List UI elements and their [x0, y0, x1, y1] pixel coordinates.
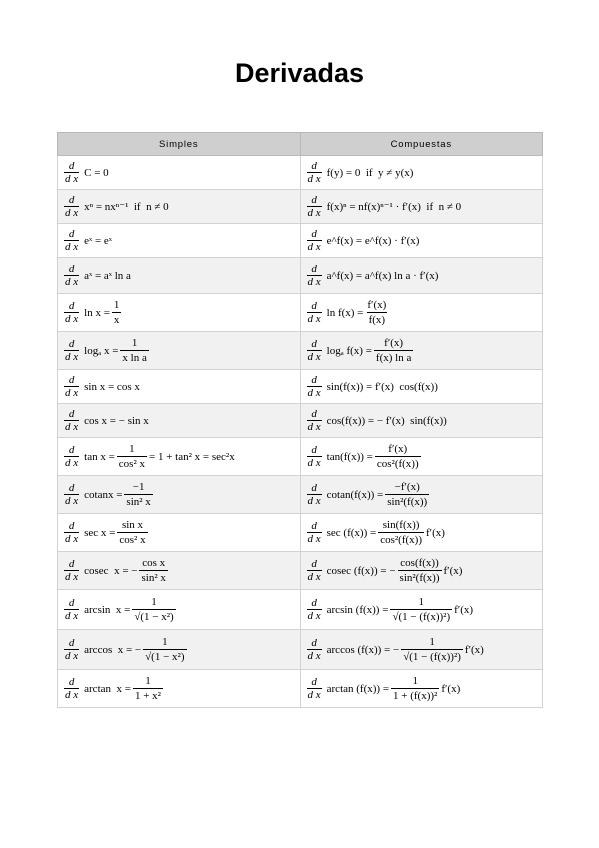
- fraction-numerator: 1: [129, 443, 135, 455]
- expression-lhs: ln x =: [84, 306, 110, 319]
- fraction-numerator: −1: [132, 481, 145, 493]
- table-row: [58, 370, 543, 404]
- fraction-numerator: 1: [113, 299, 120, 311]
- derivative-operator: [307, 194, 322, 219]
- derivative-operator: [64, 374, 79, 399]
- derivative-numerator: d: [311, 408, 317, 420]
- fraction-denominator: cos² x: [119, 534, 146, 546]
- derivative-denominator: d x: [65, 650, 79, 662]
- expression-lhs: e^f(x) = e^f(x) · f′(x): [326, 234, 420, 247]
- derivative-numerator: d: [68, 338, 75, 350]
- derivative-denominator: d x: [65, 276, 79, 288]
- cell-compound: [300, 404, 543, 438]
- derivative-denominator: d x: [307, 351, 321, 363]
- expression-lhs: sec (f(x)) =: [326, 526, 377, 539]
- table-row: [58, 438, 543, 476]
- derivative-operator: [64, 263, 79, 288]
- formula: [305, 408, 447, 433]
- expression-lhs: arcsin (f(x)) =: [326, 603, 389, 616]
- derivative-numerator: d: [68, 558, 75, 570]
- derivative-denominator: d x: [307, 276, 321, 288]
- expression-lhs: logₐ f(x) =: [326, 344, 372, 357]
- cell-simple: [58, 552, 301, 590]
- cell-compound: [300, 514, 543, 552]
- cell-simple: [58, 670, 301, 708]
- derivative-denominator: d x: [307, 457, 321, 469]
- table-row: [58, 404, 543, 438]
- derivative-numerator: d: [68, 444, 75, 456]
- formula: [62, 337, 151, 364]
- fraction-denominator: sin² x: [126, 496, 151, 508]
- derivative-numerator: d: [311, 338, 317, 350]
- derivative-operator: [64, 444, 79, 469]
- fraction-numerator: 1: [145, 675, 151, 687]
- derivative-numerator: d: [68, 263, 75, 275]
- column-header-compound: Compuestas: [300, 133, 543, 156]
- formula: [305, 481, 432, 508]
- formula: [305, 443, 423, 470]
- derivative-operator: [307, 338, 322, 363]
- formula: [305, 557, 463, 584]
- derivative-denominator: d x: [65, 351, 79, 363]
- derivative-numerator: d: [68, 597, 75, 609]
- derivative-operator: [64, 300, 79, 325]
- derivative-denominator: d x: [307, 313, 321, 325]
- expression-rhs: f′(x): [454, 603, 474, 616]
- cell-compound: [300, 258, 543, 294]
- fraction-denominator: √(1 − x²): [145, 651, 185, 663]
- expression-lhs: cos(f(x)) = − f′(x) sin(f(x)): [326, 414, 447, 427]
- derivative-denominator: d x: [65, 457, 79, 469]
- cell-simple: [58, 190, 301, 224]
- derivative-denominator: d x: [307, 689, 321, 701]
- derivative-denominator: d x: [65, 689, 79, 701]
- table-row: [58, 476, 543, 514]
- fraction: [401, 636, 463, 663]
- fraction: [391, 675, 439, 702]
- derivative-numerator: d: [311, 194, 317, 206]
- fraction: [117, 519, 147, 546]
- expression-rhs: = 1 + tan² x = sec²x: [149, 450, 235, 463]
- cell-compound: [300, 630, 543, 670]
- table-row: [58, 190, 543, 224]
- derivative-numerator: d: [311, 597, 317, 609]
- cell-compound: [300, 224, 543, 258]
- expression-lhs: logₐ x =: [84, 344, 119, 357]
- derivative-denominator: d x: [307, 610, 321, 622]
- table-row: [58, 590, 543, 630]
- cell-simple: [58, 404, 301, 438]
- fraction-denominator: sin²(f(x)): [399, 572, 440, 584]
- fraction: [112, 299, 122, 326]
- derivative-numerator: d: [68, 676, 75, 688]
- derivative-denominator: d x: [65, 533, 79, 545]
- cell-simple: [58, 514, 301, 552]
- expression-lhs: arcsin x =: [84, 603, 131, 616]
- formula: [305, 160, 414, 185]
- derivative-denominator: d x: [65, 387, 79, 399]
- derivative-denominator: d x: [307, 173, 321, 185]
- fraction: [378, 519, 424, 546]
- fraction-numerator: f′(x): [367, 299, 387, 311]
- fraction-numerator: 1: [162, 636, 168, 648]
- derivative-denominator: d x: [65, 173, 79, 185]
- fraction-denominator: √(1 − (f(x))²): [403, 651, 461, 663]
- expression-lhs: ln f(x) =: [326, 306, 364, 319]
- cell-simple: [58, 332, 301, 370]
- formula: [62, 299, 123, 326]
- derivative-operator: [64, 338, 79, 363]
- expression-lhs: sin x = cos x: [84, 380, 140, 393]
- expression-rhs: f′(x): [464, 643, 484, 656]
- derivative-denominator: d x: [65, 495, 79, 507]
- formula: [62, 596, 178, 623]
- derivative-denominator: d x: [65, 207, 79, 219]
- fraction: [132, 596, 175, 623]
- cell-simple: [58, 258, 301, 294]
- derivative-numerator: d: [311, 374, 317, 386]
- cell-compound: [300, 190, 543, 224]
- cell-compound: [300, 370, 543, 404]
- cell-compound: [300, 670, 543, 708]
- fraction-denominator: cos²(f(x)): [380, 534, 422, 546]
- derivative-numerator: d: [311, 637, 317, 649]
- cell-simple: [58, 590, 301, 630]
- derivative-denominator: d x: [307, 650, 321, 662]
- derivative-operator: [307, 263, 322, 288]
- derivative-denominator: d x: [65, 610, 79, 622]
- derivative-operator: [64, 160, 79, 185]
- derivative-operator: [64, 597, 79, 622]
- derivative-operator: [307, 482, 322, 507]
- cell-compound: [300, 294, 543, 332]
- fraction: [117, 443, 147, 470]
- derivative-numerator: d: [68, 160, 75, 172]
- cell-compound: [300, 552, 543, 590]
- derivative-operator: [64, 676, 79, 701]
- fraction-denominator: sin² x: [141, 572, 166, 584]
- derivative-denominator: d x: [65, 421, 79, 433]
- expression-lhs: sin(f(x)) = f′(x) cos(f(x)): [326, 380, 438, 393]
- fraction-denominator: 1 + (f(x))²: [393, 690, 438, 702]
- derivative-operator: [307, 520, 322, 545]
- derivative-numerator: d: [311, 160, 317, 172]
- fraction: [124, 481, 152, 508]
- cell-simple: [58, 224, 301, 258]
- expression-lhs: tan(f(x)) =: [326, 450, 373, 463]
- table-row: [58, 294, 543, 332]
- derivative-numerator: d: [68, 194, 75, 206]
- fraction-denominator: cos²(f(x)): [376, 458, 419, 470]
- fraction-denominator: sin²(f(x)): [387, 496, 428, 508]
- expression-lhs: cotanx =: [84, 488, 123, 501]
- derivative-numerator: d: [68, 408, 75, 420]
- formula: [62, 228, 112, 253]
- fraction: [375, 443, 421, 470]
- derivative-numerator: d: [311, 444, 317, 456]
- expression-lhs: tan x =: [84, 450, 115, 463]
- table-row: [58, 514, 543, 552]
- derivative-operator: [307, 228, 322, 253]
- fraction-numerator: 1: [412, 675, 418, 687]
- formula: [62, 481, 155, 508]
- formula: [62, 408, 149, 433]
- derivative-denominator: d x: [307, 495, 321, 507]
- fraction-numerator: 1: [131, 337, 138, 349]
- derivative-operator: [307, 444, 322, 469]
- fraction: [143, 636, 186, 663]
- expression-lhs: f(x)ⁿ = nf(x)ⁿ⁻¹ · f′(x) if n ≠ 0: [326, 201, 462, 213]
- table-row: [58, 224, 543, 258]
- formula: [305, 228, 420, 253]
- expression-rhs: f′(x): [441, 682, 461, 695]
- fraction: [374, 337, 413, 364]
- derivative-denominator: d x: [307, 571, 321, 583]
- derivative-denominator: d x: [65, 241, 79, 253]
- derivative-numerator: d: [68, 520, 75, 532]
- expression-lhs: a^f(x) = a^f(x) ln a · f′(x): [326, 269, 439, 282]
- table-row: [58, 630, 543, 670]
- derivative-numerator: d: [68, 300, 75, 312]
- derivative-operator: [307, 374, 322, 399]
- derivative-operator: [64, 228, 79, 253]
- formula: [305, 675, 461, 702]
- formula: [62, 519, 150, 546]
- derivative-numerator: d: [68, 374, 75, 386]
- fraction-numerator: sin x: [121, 519, 144, 531]
- cell-simple: [58, 438, 301, 476]
- table-row: [58, 332, 543, 370]
- derivative-operator: [64, 558, 79, 583]
- derivative-denominator: d x: [65, 313, 79, 325]
- derivative-operator: [307, 676, 322, 701]
- fraction-numerator: sin(f(x)): [382, 519, 420, 531]
- derivative-denominator: d x: [307, 387, 321, 399]
- derivative-numerator: d: [68, 637, 75, 649]
- cell-simple: [58, 630, 301, 670]
- expression-rhs: f′(x): [426, 526, 445, 539]
- fraction-denominator: x ln a: [122, 352, 147, 364]
- table-row: [58, 156, 543, 190]
- derivatives-table: [57, 132, 543, 708]
- derivative-operator: [64, 408, 79, 433]
- expression-lhs: cotan(f(x)) =: [326, 488, 384, 501]
- expression-lhs: aˣ = aˣ ln a: [84, 269, 131, 282]
- derivative-operator: [307, 558, 322, 583]
- formula: [305, 299, 391, 326]
- table-row: [58, 670, 543, 708]
- expression-lhs: f(y) = 0 if y ≠ y(x): [326, 166, 414, 179]
- fraction-denominator: 1 + x²: [134, 690, 161, 702]
- derivative-numerator: d: [311, 520, 317, 532]
- derivative-denominator: d x: [307, 421, 321, 433]
- fraction-denominator: √(1 − x²): [134, 611, 174, 623]
- formula: [305, 263, 439, 288]
- derivative-operator: [64, 637, 79, 662]
- formula: [62, 675, 165, 702]
- cell-simple: [58, 370, 301, 404]
- fraction: [133, 675, 163, 702]
- fraction: [139, 557, 167, 584]
- derivative-operator: [307, 597, 322, 622]
- fraction: [385, 481, 429, 508]
- expression-lhs: arccos (f(x)) = −: [326, 643, 400, 656]
- formula: [305, 636, 484, 663]
- cell-simple: [58, 294, 301, 332]
- derivative-numerator: d: [311, 676, 317, 688]
- fraction: [120, 337, 148, 364]
- derivative-denominator: d x: [307, 241, 321, 253]
- derivative-numerator: d: [311, 482, 317, 494]
- derivative-operator: [307, 408, 322, 433]
- table-header-row: [58, 133, 543, 156]
- page-title: Derivadas: [234, 58, 365, 88]
- fraction-numerator: cos x: [142, 557, 166, 569]
- cell-compound: [300, 590, 543, 630]
- expression-lhs: cos x = − sin x: [84, 414, 149, 427]
- derivative-operator: [64, 482, 79, 507]
- expression-lhs: arccos x = −: [84, 643, 142, 656]
- formula: [305, 194, 462, 219]
- fraction: [365, 299, 388, 326]
- cell-compound: [300, 156, 543, 190]
- expression-lhs: eˣ = eˣ: [84, 234, 112, 247]
- cell-simple: [58, 476, 301, 514]
- expression-lhs: arctan x =: [84, 682, 131, 695]
- derivative-denominator: d x: [65, 571, 79, 583]
- derivative-operator: [307, 300, 322, 325]
- expression-lhs: cosec (f(x)) = −: [326, 564, 396, 577]
- formula: [305, 596, 474, 623]
- fraction-numerator: f′(x): [384, 337, 404, 349]
- derivative-numerator: d: [311, 263, 317, 275]
- fraction-numerator: 1: [429, 636, 435, 648]
- fraction-denominator: f(x) ln a: [375, 352, 412, 364]
- formula: [62, 557, 170, 584]
- formula: [62, 160, 109, 185]
- fraction-numerator: 1: [418, 596, 425, 608]
- formula: [62, 443, 235, 470]
- fraction: [390, 596, 452, 623]
- fraction-denominator: x: [113, 314, 120, 326]
- formula: [62, 263, 131, 288]
- formula: [305, 374, 438, 399]
- derivative-numerator: d: [311, 558, 317, 570]
- fraction-numerator: f′(x): [388, 443, 408, 455]
- derivative-denominator: d x: [307, 207, 321, 219]
- derivative-operator: [64, 194, 79, 219]
- derivative-numerator: d: [68, 228, 75, 240]
- table-row: [58, 552, 543, 590]
- expression-lhs: xⁿ = nxⁿ⁻¹ if n ≠ 0: [84, 201, 169, 213]
- fraction-denominator: cos² x: [118, 458, 146, 470]
- formula: [62, 194, 169, 219]
- fraction-denominator: f(x): [368, 314, 386, 326]
- expression-lhs: C = 0: [84, 166, 109, 179]
- formula: [305, 519, 445, 546]
- formula: [62, 374, 140, 399]
- derivative-operator: [307, 637, 322, 662]
- fraction-denominator: √(1 − (f(x))²): [392, 611, 451, 623]
- fraction-numerator: −f′(x): [394, 481, 420, 493]
- table-row: [58, 258, 543, 294]
- derivative-denominator: d x: [307, 533, 321, 545]
- expression-lhs: sec x =: [84, 526, 116, 539]
- expression-rhs: f′(x): [443, 564, 463, 577]
- cell-compound: [300, 332, 543, 370]
- expression-lhs: cosec x = −: [84, 564, 138, 577]
- fraction-numerator: 1: [151, 596, 157, 608]
- derivative-operator: [64, 520, 79, 545]
- formula: [305, 337, 416, 364]
- formula: [62, 636, 189, 663]
- fraction-numerator: cos(f(x)): [400, 557, 439, 569]
- derivative-numerator: d: [68, 482, 75, 494]
- cell-compound: [300, 476, 543, 514]
- derivative-operator: [307, 160, 322, 185]
- cell-compound: [300, 438, 543, 476]
- column-header-simple: Simples: [58, 133, 301, 156]
- expression-lhs: arctan (f(x)) =: [326, 682, 390, 695]
- derivative-numerator: d: [311, 228, 317, 240]
- derivative-numerator: d: [311, 300, 317, 312]
- fraction: [398, 557, 442, 584]
- cell-simple: [58, 156, 301, 190]
